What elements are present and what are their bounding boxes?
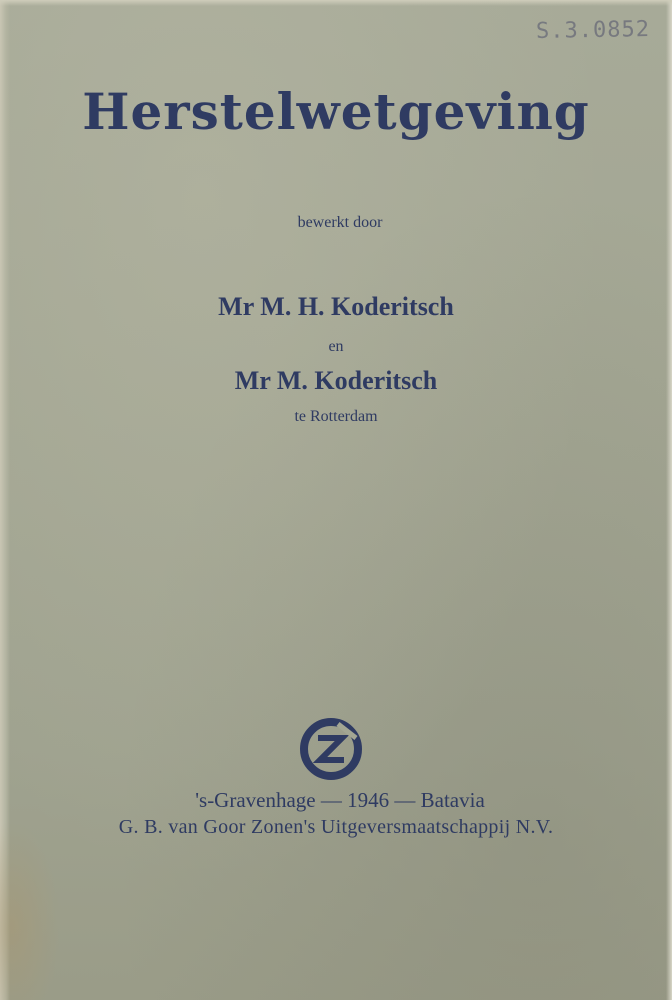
author-conjunction: en (328, 338, 344, 355)
cover-edge-right (666, 0, 672, 1000)
publisher-monogram-icon (298, 716, 364, 782)
author-location: te Rotterdam (294, 408, 378, 425)
author-secondary: Mr M. Koderitsch (234, 366, 438, 395)
byline-label: bewerkt door (297, 214, 383, 231)
imprint-place-year: 's-Gravenhage — 1946 — Batavia (195, 788, 485, 812)
cover-edge-top (0, 0, 672, 6)
pencil-annotation: S.3.0852 (535, 17, 651, 44)
publisher-name: G. B. van Goor Zonen's Uitgeversmaatschappij N.V. (118, 816, 554, 838)
paper-stain (0, 820, 60, 1000)
author-primary: Mr M. H. Koderitsch (218, 292, 454, 321)
book-title: Herstelwetgeving (82, 82, 590, 141)
